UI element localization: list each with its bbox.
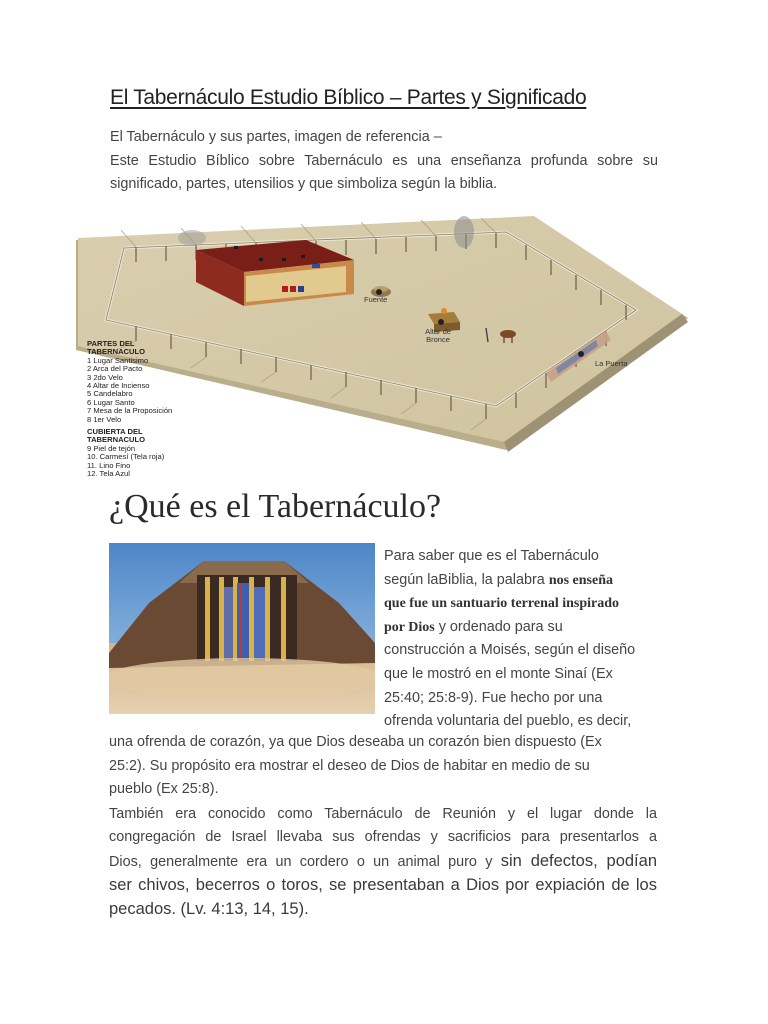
label-altar-2: Bronce: [426, 335, 450, 344]
legend-partes-title-2: TABERNACULO: [87, 347, 146, 357]
label-puerta: La Puerta: [595, 359, 628, 368]
text-line: una ofrenda de corazón, ya que Dios deseaba un corazón bien dispuesto (Ex: [109, 734, 602, 750]
legend-cubierta-title: CUBIERTA DEL: [87, 427, 143, 437]
text-line: congregación de Israel llevaba sus ofrendas y sacrificios para presentarlos a: [109, 829, 657, 846]
legend-item: 6 Lugar Santo: [87, 397, 135, 407]
legend-item: 1 Lugar Santisimo: [87, 355, 149, 365]
bold-run: nos enseña: [548, 572, 613, 588]
legend-cubierta-title-2: TABERNACULO: [87, 435, 146, 445]
paragraph-2: [109, 803, 657, 921]
legend-item: 7 Mesa de la Proposición: [87, 406, 173, 416]
intro-line-2: Este Estudio Bíblico sobre Tabernáculo es una enseñanza profunda sobre su significado, partes, utensilios y que simboliza según la biblia.: [110, 152, 658, 192]
text-line: 25:2). Su propósito era mostrar el deseo de Dios de habitar en medio de su: [109, 757, 590, 774]
text-line: pueblo (Ex 25:8).: [109, 781, 219, 798]
legend-item: 8 1er Velo: [87, 414, 122, 424]
text-line: [109, 850, 657, 874]
legend-item: 10. Carmesí (Tela roja): [87, 452, 165, 462]
text-run: Dios, generalmente era un cordero o un animal puro y: [109, 853, 501, 870]
text-line: 25:40; 25:8-9). Fue hecho por una: [384, 689, 603, 706]
legend-item: 9 Piel de tejón: [87, 443, 136, 453]
legend-partes-title: PARTES DEL: [87, 339, 135, 348]
text-line: ser chivos, becerros o toros, se presentaban a Dios por expiación de los: [109, 876, 657, 895]
bold-run: por Dios: [384, 619, 435, 635]
text-line: ofrenda voluntaria del pueblo, es decir,: [384, 713, 632, 730]
label-fuente: Fuente: [364, 295, 388, 304]
text-run: según laBiblia, la palabra: [384, 571, 549, 588]
legend-item: 12. Tela Azul: [87, 469, 130, 479]
intro-text: [110, 126, 658, 197]
page-title: El Tabernáculo Estudio Bíblico – Partes y Significado: [110, 86, 587, 109]
text-line: [384, 569, 657, 593]
float-text: [384, 545, 657, 734]
full-width-text: [109, 731, 657, 802]
label-altar-1: Altar de: [425, 327, 451, 336]
legend-item: 4 Altar de Incienso: [87, 381, 150, 391]
text-line: que le mostró en el monte Sinaí (Ex: [384, 665, 613, 682]
text-line: Para saber que es el Tabernáculo: [384, 548, 599, 564]
text-line: pecados. (Lv. 4:13, 14, 15).: [109, 899, 309, 918]
tabernacle-photo: [109, 543, 375, 714]
text-line: construcción a Moisés, según el diseño: [384, 642, 636, 659]
bold-line: que fue un santuario terrenal inspirado: [384, 596, 620, 612]
text-run: y ordenado para su: [434, 618, 563, 635]
diagram-legend: [87, 340, 227, 479]
legend-item: 3 2do Velo: [87, 372, 123, 382]
intro-line-1: El Tabernáculo y sus partes, imagen de referencia –: [110, 129, 442, 145]
text-line: También era conocido como Tabernáculo de Reunión y el lugar donde la: [109, 806, 657, 822]
tabernacle-photo-image: [109, 543, 375, 714]
legend-item: 2 Arca del Pacto: [87, 364, 143, 374]
legend-item: 11. Lino Fino: [87, 460, 131, 470]
legend-item: 5 Candelabro: [87, 389, 133, 399]
section-heading: ¿Qué es el Tabernáculo?: [109, 488, 442, 525]
text-line: [384, 616, 657, 640]
larger-run: sin defectos, podían: [500, 851, 657, 870]
label-altar: [418, 328, 458, 344]
